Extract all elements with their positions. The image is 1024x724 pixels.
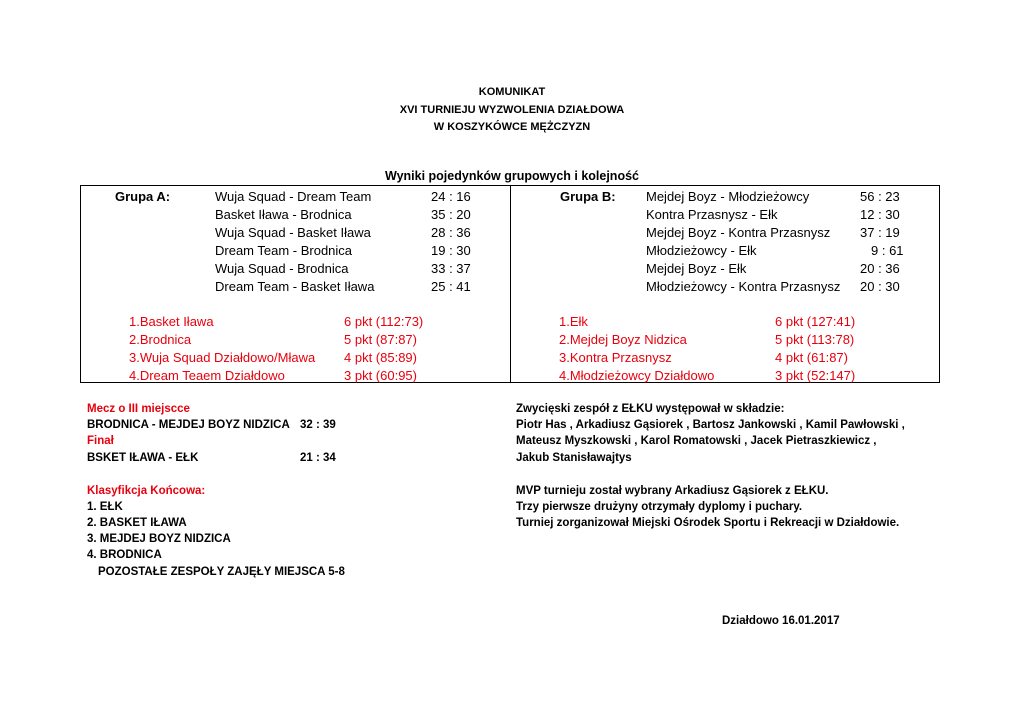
final-match: BSKET IŁAWA - EŁK — [87, 452, 199, 464]
group-a-standing-2: 2.Brodnica — [129, 332, 192, 347]
group-a-match-4: Dream Team - Brodnica — [215, 243, 353, 258]
group-b-score-1: 56 : 23 — [860, 189, 900, 204]
group-b-match-1: Mejdej Boyz - Młodzieżowcy — [646, 189, 810, 204]
final-label: Finał — [87, 435, 114, 447]
group-a-standing-3: 3.Wuja Squad Działdowo/Mława — [129, 350, 316, 365]
classification-item-3: 3. MEJDEJ BOYZ NIDZICA — [87, 533, 231, 545]
group-b-standing-3: 3.Kontra Przasnysz — [559, 350, 672, 365]
group-a-score-1: 24 : 16 — [431, 189, 471, 204]
final-score: 21 : 34 — [300, 452, 336, 464]
results-title: Wyniki pojedynków grupowych i kolejność — [385, 169, 639, 183]
group-b-match-3: Mejdej Boyz - Kontra Przasnysz — [646, 225, 831, 240]
note-awards: Trzy pierwsze drużyny otrzymały dyplomy i puchary. — [516, 501, 803, 513]
note-organizer: Turniej zorganizował Miejski Ośrodek Sportu i Rekreacji w Działdowie. — [516, 517, 900, 529]
third-place-match: BRODNICA - MEJDEJ BOYZ NIDZICA — [87, 419, 290, 431]
winners-line-2: Mateusz Myszkowski , Karol Romatowski , Jacek Pietraszkiewicz , — [516, 435, 877, 447]
classification-label: Klasyfikcja Końcowa: — [87, 485, 206, 497]
third-place-score: 32 : 39 — [300, 419, 336, 431]
classification-others: POZOSTAŁE ZESPOŁY ZAJĘŁY MIEJSCA 5-8 — [98, 566, 345, 578]
third-place-label: Mecz o III miejscce — [87, 403, 190, 415]
group-b-points-4: 3 pkt (52:147) — [775, 368, 856, 383]
group-a-standing-4: 4.Dream Teaem Działdowo — [129, 368, 285, 383]
group-a-standing-1: 1.Basket Iława — [129, 314, 214, 329]
group-b-match-4: Młodzieżowcy - Ełk — [646, 243, 757, 258]
group-b-standing-1: 1.Ełk — [559, 314, 588, 329]
group-a-score-6: 25 : 41 — [431, 279, 471, 294]
winners-line-3: Jakub Stanisławajtys — [516, 452, 632, 464]
doc-heading-tournament: XVI TURNIEJU WYZWOLENIA DZIAŁDOWA — [399, 104, 625, 116]
results-table — [80, 185, 940, 383]
group-b-match-6: Młodzieżowcy - Kontra Przasnysz — [646, 279, 841, 294]
group-a-score-5: 33 : 37 — [431, 261, 471, 276]
classification-item-4: 4. BRODNICA — [87, 549, 162, 561]
classification-item-2: 2. BASKET IŁAWA — [87, 517, 187, 529]
group-a-match-6: Dream Team - Basket Iława — [215, 279, 375, 294]
group-b-label: Grupa B: — [560, 189, 616, 204]
group-a-points-3: 4 pkt (85:89) — [344, 350, 417, 365]
group-b-score-2: 12 : 30 — [860, 207, 900, 222]
group-b-standing-2: 2.Mejdej Boyz Nidzica — [559, 332, 687, 347]
doc-heading-komunikat: KOMUNIKAT — [478, 86, 546, 98]
group-a-points-4: 3 pkt (60:95) — [344, 368, 417, 383]
group-b-standing-4: 4.Młodzieżowcy Działdowo — [559, 368, 715, 383]
place-date: Działdowo 16.01.2017 — [722, 615, 840, 627]
group-a-score-2: 35 : 20 — [431, 207, 471, 222]
group-b-points-2: 5 pkt (113:78) — [775, 332, 855, 347]
group-a-points-2: 5 pkt (87:87) — [344, 332, 417, 347]
group-b-points-3: 4 pkt (61:87) — [775, 350, 848, 365]
group-b-score-4: 9 : 61 — [871, 243, 904, 258]
group-a-score-4: 19 : 30 — [431, 243, 471, 258]
group-a-points-1: 6 pkt (112:73) — [344, 314, 424, 329]
group-a-score-3: 28 : 36 — [431, 225, 471, 240]
note-mvp: MVP turnieju został wybrany Arkadiusz Gąsiorek z EŁKU. — [516, 485, 829, 497]
winners-line-1: Piotr Has , Arkadiusz Gąsiorek , Bartosz Jankowski , Kamil Pawłowski , — [516, 419, 905, 431]
group-b-points-1: 6 pkt (127:41) — [775, 314, 856, 329]
group-b-match-2: Kontra Przasnysz - Ełk — [646, 207, 778, 222]
group-b-match-5: Mejdej Boyz - Ełk — [646, 261, 747, 276]
group-b-score-6: 20 : 30 — [860, 279, 900, 294]
group-a-match-5: Wuja Squad - Brodnica — [215, 261, 349, 276]
group-a-match-1: Wuja Squad - Dream Team — [215, 189, 372, 204]
winners-intro: Zwycięski zespół z EŁKU występował w składzie: — [516, 403, 785, 415]
table-divider — [510, 186, 511, 382]
classification-item-1: 1. EŁK — [87, 501, 123, 513]
group-a-label: Grupa A: — [115, 189, 171, 204]
group-a-match-2: Basket Iława - Brodnica — [215, 207, 352, 222]
doc-heading-discipline: W KOSZYKÓWCE MĘŻCZYZN — [433, 121, 591, 133]
group-b-score-3: 37 : 19 — [860, 225, 900, 240]
group-a-match-3: Wuja Squad - Basket Iława — [215, 225, 371, 240]
group-b-score-5: 20 : 36 — [860, 261, 900, 276]
